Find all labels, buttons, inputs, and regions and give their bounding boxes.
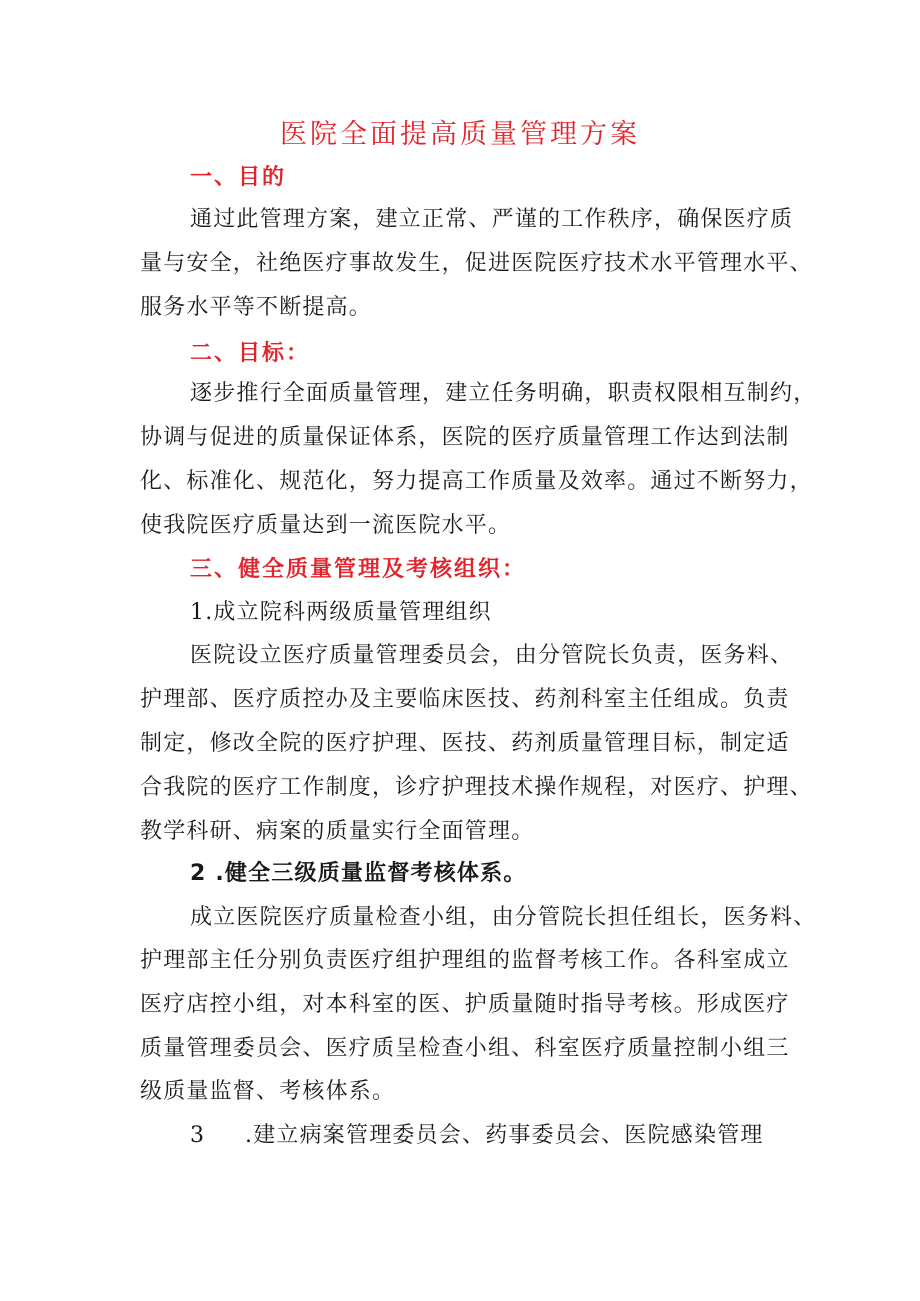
paragraph-line: 服务水平等不断提高。 <box>140 295 373 320</box>
paragraph-line: 制定，修改全院的医疗护理、医技、药剂质量管理目标，制定适 <box>140 731 790 756</box>
paragraph-line: 护理部主任分别负责医疗组护理组的监督考核工作。各科室成立 <box>140 948 790 973</box>
paragraph-line: 使我院医疗质量达到一流医院水平。 <box>140 513 512 538</box>
paragraph-line: 医院设立医疗质量管理委员会，由分管院长负责，医务料、 <box>190 643 794 668</box>
subsection-heading-2: 2 .健全三级质量监督考核体系。 <box>190 861 527 886</box>
paragraph-line: 协调与促进的质量保证体系，医院的医疗质量管理工作达到法制 <box>140 425 790 450</box>
paragraph-line: 成立医院医疗质量检查小组，由分管院长担任组长，医务料、 <box>190 905 817 930</box>
paragraph-line: 合我院的医疗工作制度，诊疗护理技术操作规程，对医疗、护理、 <box>140 775 813 800</box>
section-heading-purpose: 一、目的 <box>190 165 287 190</box>
paragraph-line: 量与安全，社绝医疗事故发生，促进医院医疗技术水平管理水平、 <box>140 251 813 276</box>
paragraph-line: 质量管理委员会、医疗质呈检查小组、科室医疗质量控制小组三 <box>140 1036 790 1061</box>
paragraph-line: 逐步推行全面质量管理，建立任务明确，职责权限相互制约， <box>190 381 817 406</box>
subsection-number-3: 3 <box>190 1123 206 1148</box>
section-heading-organization: 三、健全质量管理及考核组织： <box>190 557 527 582</box>
paragraph-line: 护理部、医疗质控办及主要临床医技、药剂科室主任组成。负责 <box>140 687 790 712</box>
section-heading-goal: 二、目标： <box>190 341 311 366</box>
paragraph-line: 化、标准化、规范化，努力提高工作质量及效率。通过不断努力， <box>140 469 813 494</box>
paragraph-line: 医疗店控小组，对本科室的医、护质量随时指导考核。形成医疗 <box>140 992 790 1017</box>
paragraph-line: 教学科研、病案的质量实行全面管理。 <box>140 819 535 844</box>
subsection-heading-1: 1.成立院科两级质量管理组织 <box>190 600 492 625</box>
paragraph-line: 通过此管理方案，建立正常、严谨的工作秩序，确保医疗质 <box>190 207 794 232</box>
paragraph-line: 级质量监督、考核体系。 <box>140 1079 396 1104</box>
subsection-heading-3: .建立病案管理委员会、药事委员会、医院感染管理 <box>245 1123 764 1148</box>
document-title: 医院全面提高质量管理方案 <box>280 119 640 150</box>
